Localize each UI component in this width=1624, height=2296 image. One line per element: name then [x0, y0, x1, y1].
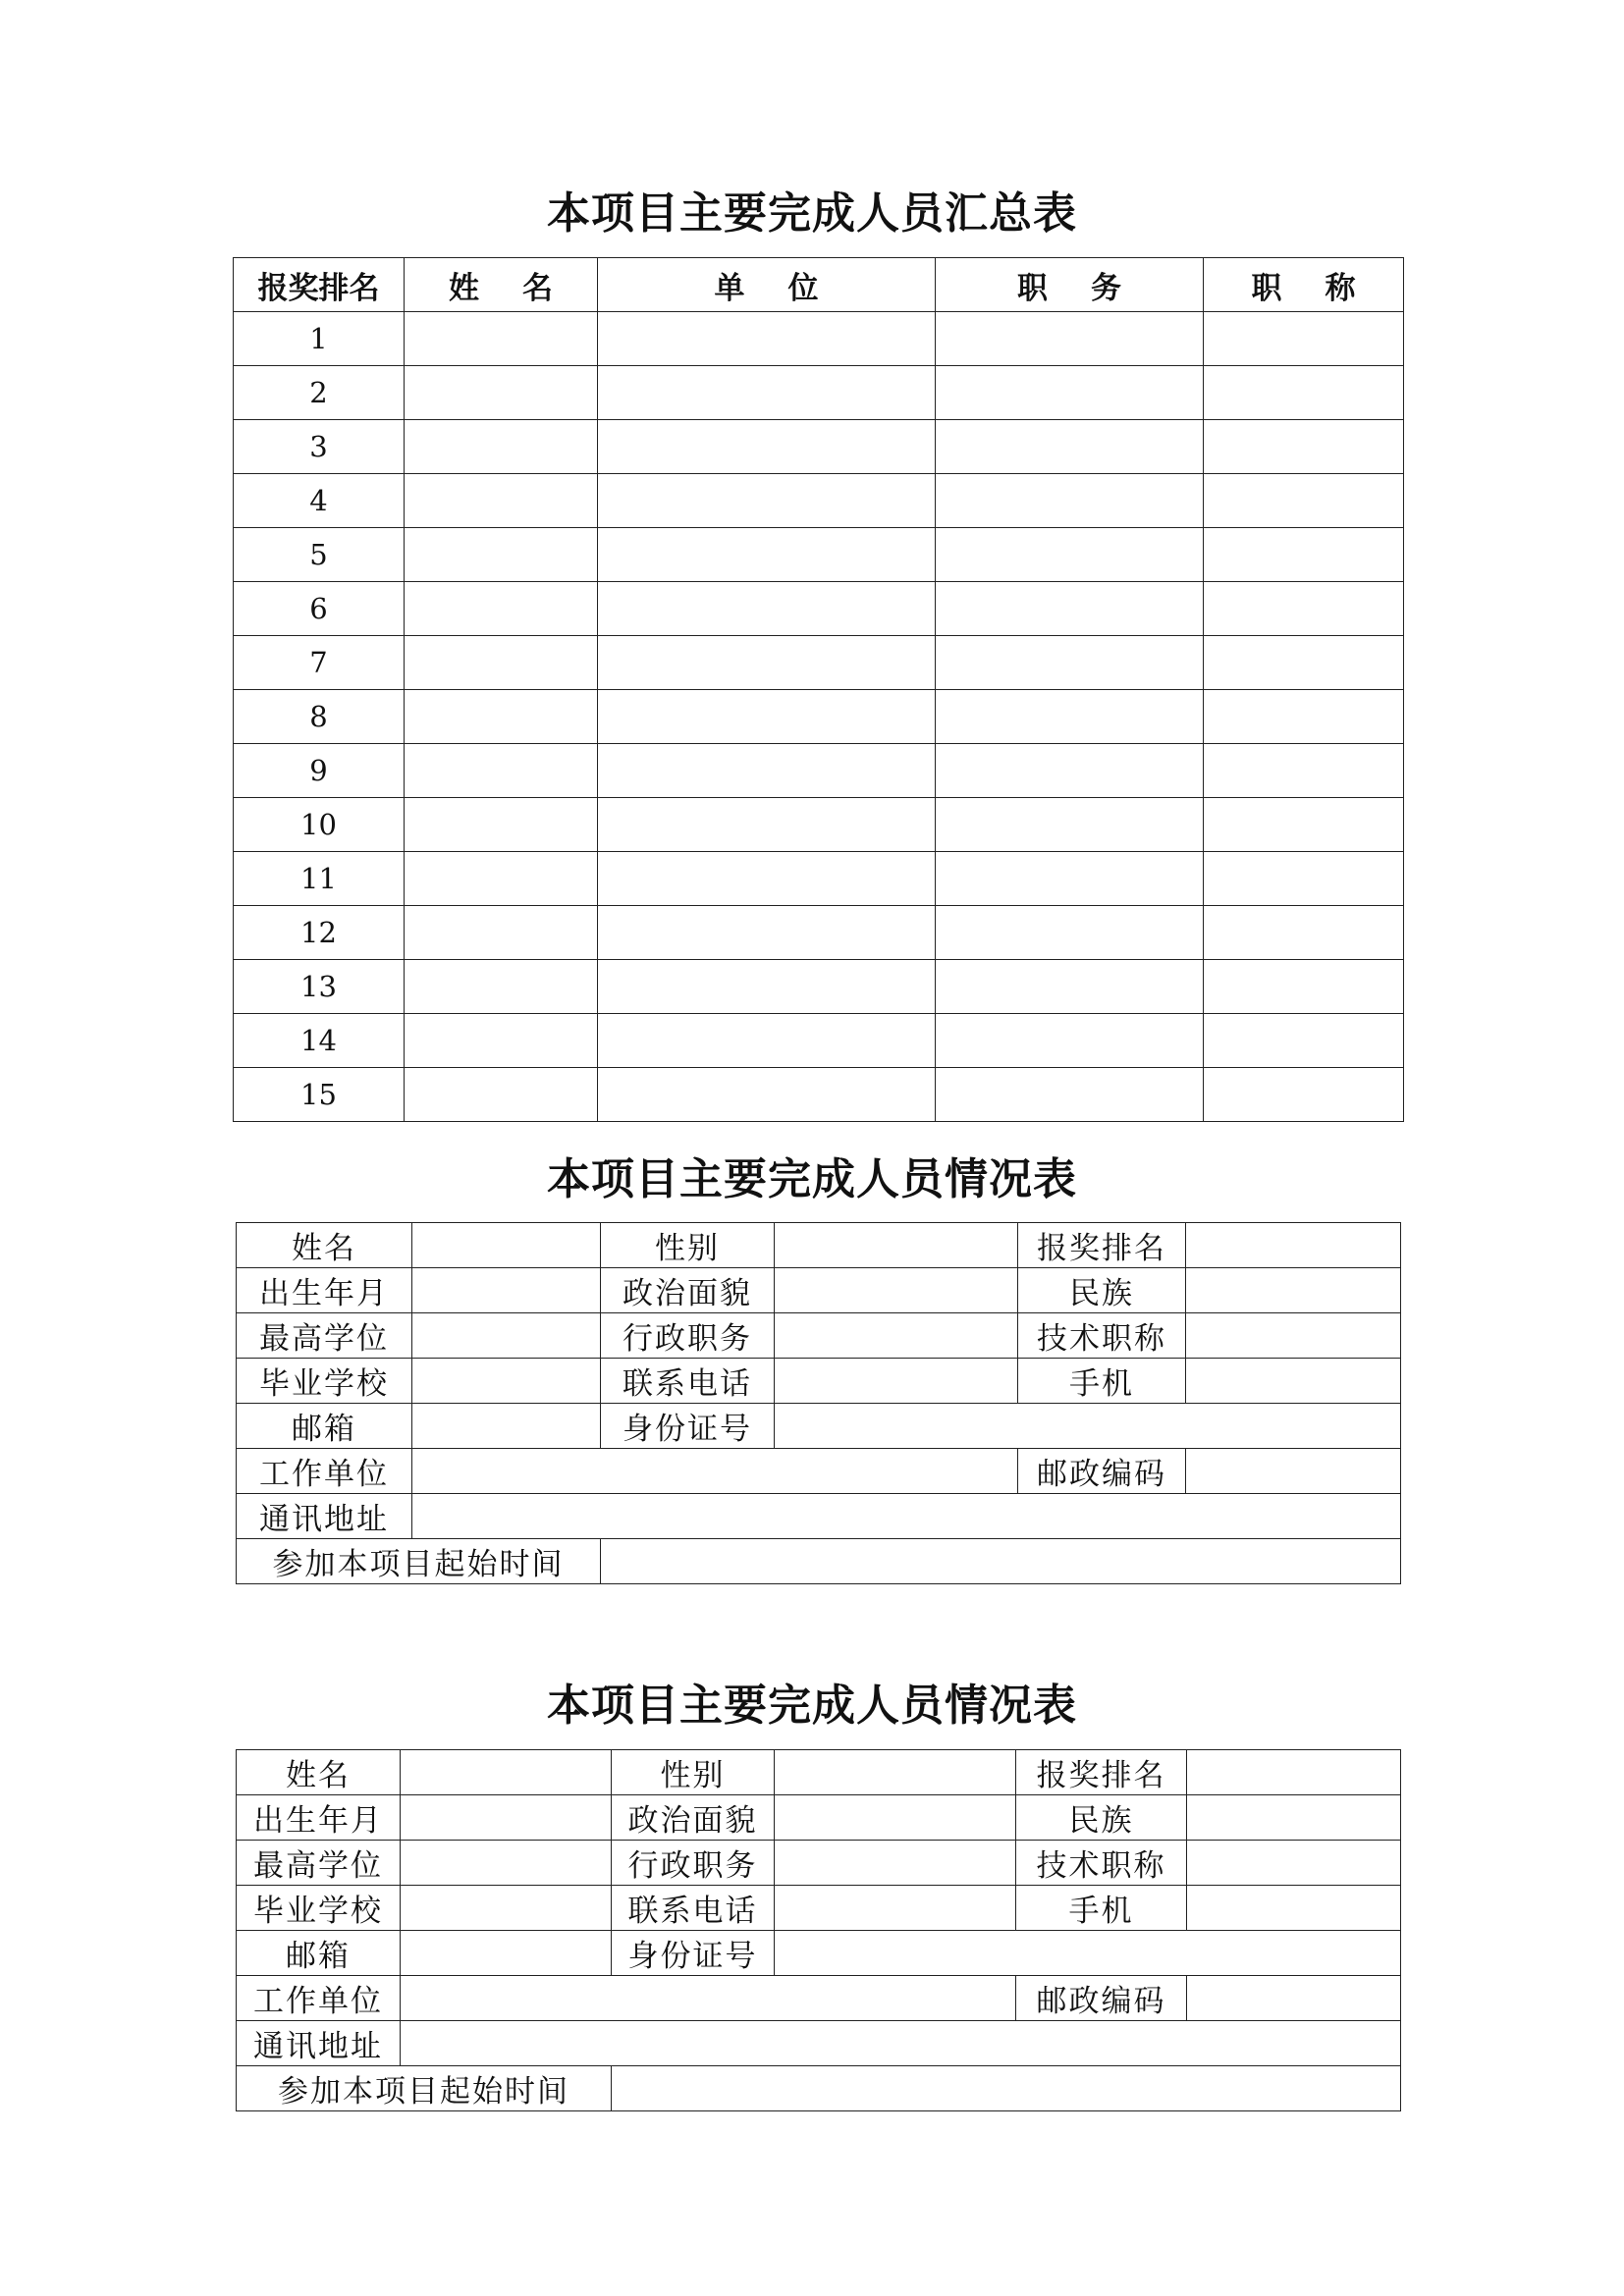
- label-address: 通讯地址: [237, 2021, 401, 2066]
- value-work-unit[interactable]: [412, 1449, 1018, 1494]
- detail-table-2: [236, 1749, 1401, 2111]
- label-mobile: 手机: [1016, 1886, 1187, 1931]
- label-ethnicity: 民族: [1018, 1268, 1186, 1313]
- row-rank: 6: [234, 582, 405, 636]
- summary-header-row: [234, 258, 1404, 312]
- cell-name[interactable]: [405, 1068, 598, 1122]
- header-unit: 单位: [598, 258, 936, 312]
- cell-title[interactable]: [1204, 582, 1404, 636]
- cell-title[interactable]: [1204, 312, 1404, 366]
- table-row: [234, 420, 1404, 474]
- cell-unit[interactable]: [598, 960, 936, 1014]
- cell-unit[interactable]: [598, 636, 936, 690]
- detail-row: [237, 1223, 1401, 1268]
- cell-unit[interactable]: [598, 474, 936, 528]
- detail-row: [237, 1404, 1401, 1449]
- label-phone: 联系电话: [612, 1886, 775, 1931]
- table-row: [234, 798, 1404, 852]
- table-row: [234, 474, 1404, 528]
- row-rank: 5: [234, 528, 405, 582]
- value-birth[interactable]: [412, 1268, 601, 1313]
- cell-title[interactable]: [1204, 798, 1404, 852]
- cell-post[interactable]: [936, 420, 1204, 474]
- cell-name[interactable]: [405, 312, 598, 366]
- cell-unit[interactable]: [598, 690, 936, 744]
- value-rank[interactable]: [1187, 1750, 1401, 1795]
- detail-row: [237, 2021, 1401, 2066]
- cell-name[interactable]: [405, 582, 598, 636]
- value-start-time[interactable]: [612, 2066, 1401, 2111]
- cell-unit[interactable]: [598, 528, 936, 582]
- label-postcode: 邮政编码: [1018, 1449, 1186, 1494]
- label-birth: 出生年月: [237, 1795, 401, 1841]
- row-rank: 8: [234, 690, 405, 744]
- label-address: 通讯地址: [237, 1494, 412, 1539]
- detail-row: [237, 1539, 1401, 1584]
- row-rank: 15: [234, 1068, 405, 1122]
- table-row: [234, 690, 1404, 744]
- cell-name[interactable]: [405, 690, 598, 744]
- label-ethnicity: 民族: [1016, 1795, 1187, 1841]
- cell-unit[interactable]: [598, 798, 936, 852]
- value-phone[interactable]: [775, 1359, 1018, 1404]
- cell-post[interactable]: [936, 798, 1204, 852]
- value-mobile[interactable]: [1187, 1886, 1401, 1931]
- cell-post[interactable]: [936, 906, 1204, 960]
- label-school: 毕业学校: [237, 1359, 412, 1404]
- value-tech-title[interactable]: [1186, 1313, 1401, 1359]
- cell-unit[interactable]: [598, 852, 936, 906]
- value-politics[interactable]: [775, 1268, 1018, 1313]
- value-ethnicity[interactable]: [1186, 1268, 1401, 1313]
- cell-unit[interactable]: [598, 366, 936, 420]
- detail-row: [237, 1449, 1401, 1494]
- value-phone[interactable]: [775, 1886, 1016, 1931]
- cell-name[interactable]: [405, 636, 598, 690]
- cell-post[interactable]: [936, 1068, 1204, 1122]
- cell-unit[interactable]: [598, 744, 936, 798]
- cell-name[interactable]: [405, 852, 598, 906]
- table-row: [234, 744, 1404, 798]
- value-degree[interactable]: [412, 1313, 601, 1359]
- label-id-number: 身份证号: [612, 1931, 775, 1976]
- cell-unit[interactable]: [598, 1014, 936, 1068]
- detail-row: [237, 1494, 1401, 1539]
- row-rank: 7: [234, 636, 405, 690]
- row-rank: 14: [234, 1014, 405, 1068]
- label-rank: 报奖排名: [1016, 1750, 1187, 1795]
- detail-row: [237, 1886, 1401, 1931]
- cell-post[interactable]: [936, 744, 1204, 798]
- cell-name[interactable]: [405, 474, 598, 528]
- summary-body: [234, 312, 1404, 1122]
- table-row: [234, 1068, 1404, 1122]
- row-rank: 12: [234, 906, 405, 960]
- value-email[interactable]: [401, 1931, 612, 1976]
- label-admin-post: 行政职务: [612, 1841, 775, 1886]
- label-admin-post: 行政职务: [601, 1313, 775, 1359]
- value-email[interactable]: [412, 1404, 601, 1449]
- cell-unit[interactable]: [598, 420, 936, 474]
- label-school: 毕业学校: [237, 1886, 401, 1931]
- cell-unit[interactable]: [598, 582, 936, 636]
- cell-post[interactable]: [936, 636, 1204, 690]
- cell-title[interactable]: [1204, 906, 1404, 960]
- label-start-time: 参加本项目起始时间: [237, 2066, 612, 2111]
- label-politics: 政治面貌: [612, 1795, 775, 1841]
- cell-title[interactable]: [1204, 636, 1404, 690]
- detail-row: [237, 1750, 1401, 1795]
- detail-row: [237, 1313, 1401, 1359]
- detail-2-title: 本项目主要完成人员情况表: [547, 1681, 1077, 1731]
- cell-title[interactable]: [1204, 528, 1404, 582]
- label-tech-title: 技术职称: [1018, 1313, 1186, 1359]
- value-admin-post[interactable]: [775, 1313, 1018, 1359]
- row-rank: 10: [234, 798, 405, 852]
- cell-title[interactable]: [1204, 690, 1404, 744]
- row-rank: 1: [234, 312, 405, 366]
- summary-title: 本项目主要完成人员汇总表: [547, 188, 1077, 239]
- cell-post[interactable]: [936, 960, 1204, 1014]
- cell-title[interactable]: [1204, 1068, 1404, 1122]
- label-tech-title: 技术职称: [1016, 1841, 1187, 1886]
- cell-post[interactable]: [936, 852, 1204, 906]
- value-birth[interactable]: [401, 1795, 612, 1841]
- detail-row: [237, 1268, 1401, 1313]
- detail-1-title: 本项目主要完成人员情况表: [547, 1154, 1077, 1204]
- cell-post[interactable]: [936, 690, 1204, 744]
- detail-row: [237, 1841, 1401, 1886]
- cell-title[interactable]: [1204, 744, 1404, 798]
- cell-name[interactable]: [405, 798, 598, 852]
- label-email: 邮箱: [237, 1931, 401, 1976]
- value-postcode[interactable]: [1186, 1449, 1401, 1494]
- value-start-time[interactable]: [601, 1539, 1401, 1584]
- value-postcode[interactable]: [1187, 1976, 1401, 2021]
- detail-row: [237, 1931, 1401, 1976]
- cell-unit[interactable]: [598, 312, 936, 366]
- cell-title[interactable]: [1204, 960, 1404, 1014]
- label-degree: 最高学位: [237, 1313, 412, 1359]
- detail-row: [237, 1795, 1401, 1841]
- label-gender: 性别: [601, 1223, 775, 1268]
- table-row: [234, 852, 1404, 906]
- label-mobile: 手机: [1018, 1359, 1186, 1404]
- label-politics: 政治面貌: [601, 1268, 775, 1313]
- cell-name[interactable]: [405, 960, 598, 1014]
- cell-post[interactable]: [936, 312, 1204, 366]
- table-row: [234, 960, 1404, 1014]
- detail-row: [237, 1359, 1401, 1404]
- value-address[interactable]: [401, 2021, 1401, 2066]
- value-admin-post[interactable]: [775, 1841, 1016, 1886]
- value-name[interactable]: [401, 1750, 612, 1795]
- label-work-unit: 工作单位: [237, 1449, 412, 1494]
- table-row: [234, 906, 1404, 960]
- cell-name[interactable]: [405, 528, 598, 582]
- cell-name[interactable]: [405, 906, 598, 960]
- cell-title[interactable]: [1204, 852, 1404, 906]
- label-phone: 联系电话: [601, 1359, 775, 1404]
- table-row: [234, 312, 1404, 366]
- value-rank[interactable]: [1186, 1223, 1401, 1268]
- row-rank: 11: [234, 852, 405, 906]
- cell-post[interactable]: [936, 528, 1204, 582]
- cell-post[interactable]: [936, 474, 1204, 528]
- detail-row: [237, 1976, 1401, 2021]
- header-post: 职务: [936, 258, 1204, 312]
- label-start-time: 参加本项目起始时间: [237, 1539, 601, 1584]
- cell-title[interactable]: [1204, 366, 1404, 420]
- label-name: 姓名: [237, 1750, 401, 1795]
- value-gender[interactable]: [775, 1223, 1018, 1268]
- row-rank: 4: [234, 474, 405, 528]
- summary-table: [233, 257, 1404, 1122]
- cell-name[interactable]: [405, 1014, 598, 1068]
- label-name: 姓名: [237, 1223, 412, 1268]
- cell-name[interactable]: [405, 744, 598, 798]
- cell-post[interactable]: [936, 366, 1204, 420]
- label-gender: 性别: [612, 1750, 775, 1795]
- cell-post[interactable]: [936, 1014, 1204, 1068]
- cell-unit[interactable]: [598, 906, 936, 960]
- label-postcode: 邮政编码: [1016, 1976, 1187, 2021]
- row-rank: 2: [234, 366, 405, 420]
- detail-row: [237, 2066, 1401, 2111]
- label-id-number: 身份证号: [601, 1404, 775, 1449]
- cell-name[interactable]: [405, 366, 598, 420]
- value-school[interactable]: [401, 1886, 612, 1931]
- label-degree: 最高学位: [237, 1841, 401, 1886]
- table-row: [234, 528, 1404, 582]
- cell-post[interactable]: [936, 582, 1204, 636]
- value-degree[interactable]: [401, 1841, 612, 1886]
- value-mobile[interactable]: [1186, 1359, 1401, 1404]
- table-row: [234, 1014, 1404, 1068]
- header-rank: 报奖排名: [234, 258, 405, 312]
- table-row: [234, 636, 1404, 690]
- value-tech-title[interactable]: [1187, 1841, 1401, 1886]
- label-rank: 报奖排名: [1018, 1223, 1186, 1268]
- value-work-unit[interactable]: [401, 1976, 1016, 2021]
- row-rank: 13: [234, 960, 405, 1014]
- label-birth: 出生年月: [237, 1268, 412, 1313]
- cell-name[interactable]: [405, 420, 598, 474]
- value-school[interactable]: [412, 1359, 601, 1404]
- header-name: 姓名: [405, 258, 598, 312]
- table-row: [234, 366, 1404, 420]
- value-address[interactable]: [412, 1494, 1401, 1539]
- value-id-number[interactable]: [775, 1404, 1401, 1449]
- row-rank: 9: [234, 744, 405, 798]
- row-rank: 3: [234, 420, 405, 474]
- table-row: [234, 582, 1404, 636]
- label-work-unit: 工作单位: [237, 1976, 401, 2021]
- value-politics[interactable]: [775, 1795, 1016, 1841]
- cell-title[interactable]: [1204, 1014, 1404, 1068]
- cell-title[interactable]: [1204, 420, 1404, 474]
- cell-title[interactable]: [1204, 474, 1404, 528]
- value-name[interactable]: [412, 1223, 601, 1268]
- header-title: 职称: [1204, 258, 1404, 312]
- value-ethnicity[interactable]: [1187, 1795, 1401, 1841]
- label-email: 邮箱: [237, 1404, 412, 1449]
- value-gender[interactable]: [775, 1750, 1016, 1795]
- value-id-number[interactable]: [775, 1931, 1401, 1976]
- detail-table-1: [236, 1222, 1401, 1584]
- cell-unit[interactable]: [598, 1068, 936, 1122]
